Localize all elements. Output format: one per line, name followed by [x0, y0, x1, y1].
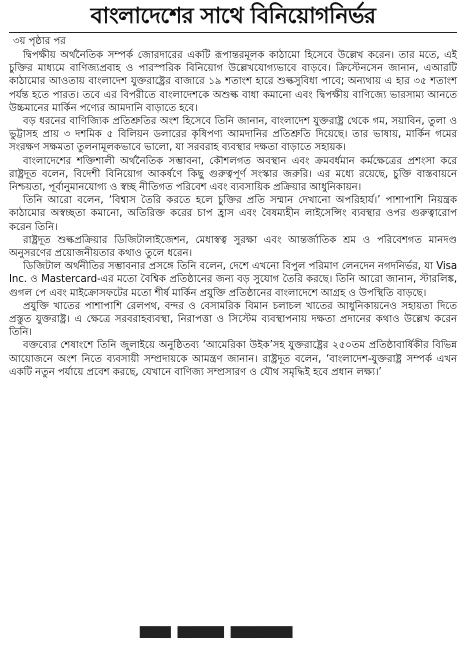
cut-off-next-headline: ▀▀ ▀▀▀ ▀▀▀▀ [140, 626, 293, 650]
paragraph-8: বক্তব্যের শেষাংশে তিনি জুলাইয়ে অনুষ্ঠিতব্য ‘আমেরিকা উইক’সহ যুক্তরাষ্ট্রের ২৫০তম প্রতিষ্ঠাবার্ষিকীর বিভিন্ন আয়োজনে অংশ নিতে ব্যবসায়ী সম্প্রদায়কে আমন্ত্রণ জানান। রাষ্ট্রদূত বলেন, ‘বাংলাদেশ-যুক্তরাষ্ট্র সম্পর্ক এখন একটি নতুন পর্যায়ে প্রবেশ করছে, যেখানে বাণিজ্য সম্প্রসারণ ও যৌথ সমৃদ্ধিই হবে প্রধান লক্ষ্য।’ [9, 340, 457, 378]
paragraph-4: তিনি আরো বলেন, ‘বিশ্বাস তৈরি করতে হলে চুক্তির প্রতি সম্মান দেখানো অপরিহার্য।’ পাশাপাশি নিয়ন্ত্রক কাঠামোর অস্বচ্ছতা কমানো, অতিরিক্ত করের চাপ হ্রাস এবং বৈষম্যহীন লাইসেন্সিং ব্যবস্থার ওপর গুরুত্বারোপ করেন তিনি। [9, 195, 457, 233]
article-headline: বাংলাদেশের সাথে বিনিয়োগনির্ভর [90, 4, 376, 29]
paragraph-3: বাংলাদেশের শক্তিশালী অর্থনৈতিক সম্ভাবনা, কৌশলগত অবস্থান এবং ক্রমবর্ধমান কর্মক্ষেত্রের প্রশংসা করে রাষ্ট্রদূত বলেন, বিদেশী বিনিয়োগ আকর্ষণে কিছু গুরুত্বপূর্ণ সংস্কার জরুরি। এর মধ্যে রয়েছে, চুক্তি বাস্তবায়নে নিশ্চয়তা, পূর্বানুমানযোগ্য ও স্বচ্ছ নীতিগত পরিবেশ এবং ব্যবসায়িক প্রক্রিয়ার আধুনিকায়ন। [9, 155, 457, 194]
headline-divider [9, 32, 457, 33]
continued-from-label: ৩য় পৃষ্ঠার পর [13, 36, 66, 47]
paragraph-2: বড় ধরনের বাণিজ্যিক প্রতিশ্রুতির অংশ হিসেবে তিনি জানান, বাংলাদেশ যুক্তরাষ্ট্র থেকে গম, সয়াবিন, তুলা ও ভুট্টাসহ প্রায় ৩ দশমিক ৫ বিলিয়ন ডলারের কৃষিপণ্য আমদানির প্রতিশ্রুতি দিয়েছে। তার ভাষায়, মার্কিন গমের সংরক্ষণ সক্ষমতা তুলনামূলকভাবে ভালো, যা সরবরাহ ব্যবস্থার দক্ষতা বাড়াতে সহায়ক। [9, 116, 457, 154]
paragraph-5: রাষ্ট্রদূত শুল্কপ্রক্রিয়ার ডিজিটালাইজেশন, মেধাস্বত্ব সুরক্ষা এবং আন্তর্জাতিক শ্রম ও পরিবেশগত মানদণ্ড অনুসরণের প্রয়োজনীয়তার কথাও তুলে ধরেন। [9, 234, 457, 260]
article-body [9, 49, 457, 379]
paragraph-7: প্রযুক্তি খাতের পাশাপাশি রেলপথ, বন্দর ও বেসামরিক বিমান চলাচল খাতের আধুনিকায়নেও সহায়তা দিতে প্রস্তুত যুক্তরাষ্ট্র। এ ক্ষেত্রে সরবরাহব্যবস্থা, নিরাপত্তা ও সিস্টেম ব্যবস্থাপনায় দক্ষতা প্রদানের কথাও উল্লেখ করেন তিনি। [9, 300, 457, 339]
paragraph-6: ডিজিটাল অর্থনীতির সম্ভাবনার প্রসঙ্গে তিনি বলেন, দেশে এখনো বিপুল পরিমাণ লেনদেন নগদনির্ভর, যা Visa Inc. ও Mastercard-এর মতো বৈশ্বিক প্রতিষ্ঠানের জন্য বড় সুযোগ তৈরি করছে। তিনি আরো জানান, স্টারলিঙ্ক, গুগল পে এবং মাইক্রোসফটের মতো শীর্ষ মার্কিন প্রযুক্তি প্রতিষ্ঠানের বাংলাদেশে আগ্রহ ও উপস্থিতি বাড়ছে। [9, 261, 457, 299]
paragraph-1: দ্বিপক্ষীয় অর্থনৈতিক সম্পর্ক জোরদারের একটি রূপান্তরমূলক কাঠামো হিসেবে উল্লেখ করেন। তার মতে, এই চুক্তির মাধ্যমে বাণিজ্যপ্রবাহ ও পারস্পরিক বিনিয়োগ উল্লেখযোগ্যভাবে বাড়বে। ক্রিস্টেনসেন জানান, এআরটি কাঠামোর আওতায় বাংলাদেশ যুক্তরাষ্ট্রের বাজারে ১৯ শতাংশ হারে শুল্কসুবিধা পাবে; অন্যথায় এ হার ৩৫ শতাংশ পর্যন্ত হতে পারত। তবে এর বিপরীতে বাংলাদেশকে অশুল্ক বাধা কমানো এবং দ্বিপক্ষীয় বাণিজ্যে ভারসাম্য আনতে উচ্চমানের মার্কিন পণ্যের আমদানি বাড়াতে হবে। [9, 50, 457, 114]
